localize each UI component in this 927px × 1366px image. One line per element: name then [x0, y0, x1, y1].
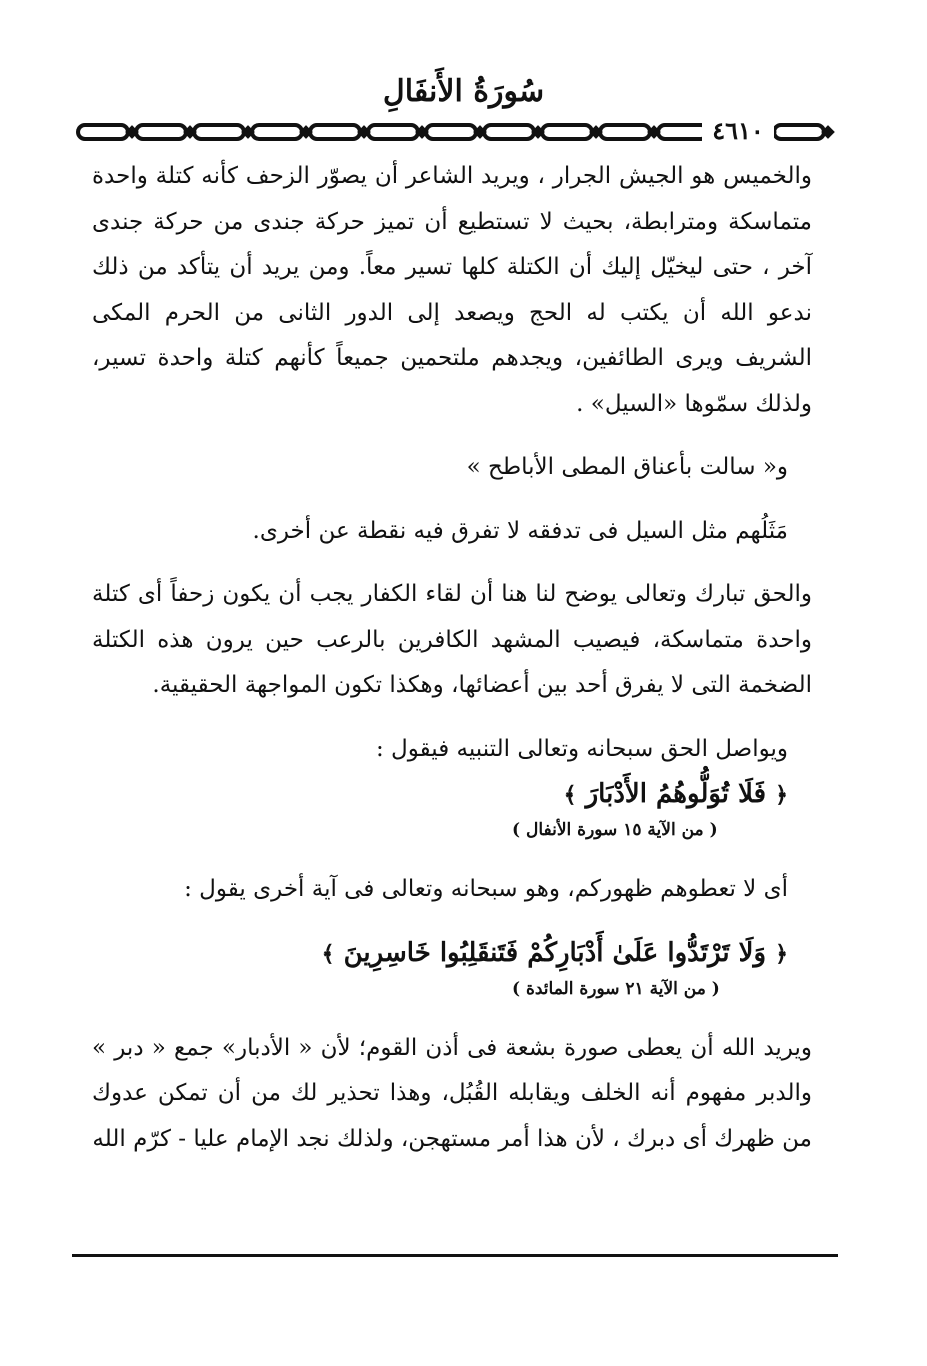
page-body	[92, 154, 812, 1162]
verse-2-reference: ( من الآية ٢١ سورة المائدة )	[512, 978, 720, 999]
paragraph-4: ويواصل الحق سبحانه وتعالى التنبيه فيقول :	[375, 735, 788, 762]
ornament-link	[136, 125, 186, 139]
verse-bracket-close: ﴾	[321, 940, 335, 967]
verse-2-text: وَلَا تَرْتَدُّوا عَلَىٰ أَدْبَارِكُمْ فَتَنقَلِبُوا خَاسِرِينَ	[343, 937, 767, 968]
paragraph-5: أى لا تعطوهم ظهوركم، وهو سبحانه وتعالى فى آية أخرى يقول :	[184, 876, 788, 902]
verse-bracket-open: ﴿	[775, 782, 788, 808]
ornament-link	[368, 125, 418, 139]
paragraph-2: مَثَلُهم مثل السيل فى تدفقه لا تفرق فيه نقطة عن أخرى.	[252, 517, 788, 544]
ornament-link	[194, 125, 244, 139]
poetry-quote: و« سالت بأعناق المطى الأباطح »	[466, 454, 788, 480]
paragraph-6: ويريد الله أن يعطى صورة بشعة فى أذن القوم؛ لأن « الأدبار» جمع « دبر » والدبر مفهوم أنه الخلف ويقابله القُبُل، وهذا تحذير لك من أن تمكن عدوك من ظهرك أى دبرك ، لأن هذا أمر مستهجن، ولذلك نجد الإمام عليا - كرّم الله	[92, 1034, 812, 1152]
page-number: ٤٦١٠	[702, 116, 774, 146]
ornament-link	[600, 125, 650, 139]
ornament-link	[426, 125, 476, 139]
ornament-link	[78, 125, 128, 139]
ornament-link	[252, 125, 302, 139]
quran-verse-2	[92, 931, 812, 976]
verse-1-text: فَلَا تُوَلُّوهُمُ الأَدْبَارَ	[585, 779, 767, 809]
surah-title: سُورَةُ الأَنفَالِ	[382, 74, 545, 109]
ornament-link	[658, 125, 708, 139]
verse-1-reference: ( من الآية ١٥ سورة الأنفال )	[512, 820, 718, 840]
bottom-rule	[72, 1254, 838, 1257]
ornament-link	[774, 125, 824, 139]
quran-verse-1	[92, 772, 812, 817]
ornament-link	[542, 125, 592, 139]
paragraph-1: والخميس هو الجيش الجرار ، ويريد الشاعر أن يصوّر الزحف كأنه كتلة واحدة متماسكة ومترابطة، بحيث لا تستطيع أن تميز حركة جندى من حركة جندى آخر ، حتى ليخيّل إليك أن الكتلة كلها تسير معاً. ومن يريد أن يتأكد من ذلك ندعو الله أن يكتب له الحج ويصعد إلى الدور الثانى من الحرم المكى الشريف ويرى الطائفين، ويجدهم ملتحمين جميعاً كأنهم كتلة واحدة تسير، ولذلك سمّوها «السيل» .	[92, 163, 812, 417]
ornament-diamond	[824, 128, 832, 136]
paragraph-3: والحق تبارك وتعالى يوضح لنا هنا أن لقاء الكفار يجب أن يكون زحفاً أى كتلة واحدة متماسكة، فيصيب المشهد الكافرين بالرعب حين يرون هذه الكتلة الضخمة التى لا يفرق أحد بين أعضائها، وهكذا تكون المواجهة الحقيقية.	[92, 581, 812, 698]
ornament-link	[310, 125, 360, 139]
verse-bracket-open: ﴿	[775, 940, 788, 967]
verse-bracket-close: ﴾	[563, 782, 577, 808]
ornament-link	[484, 125, 534, 139]
